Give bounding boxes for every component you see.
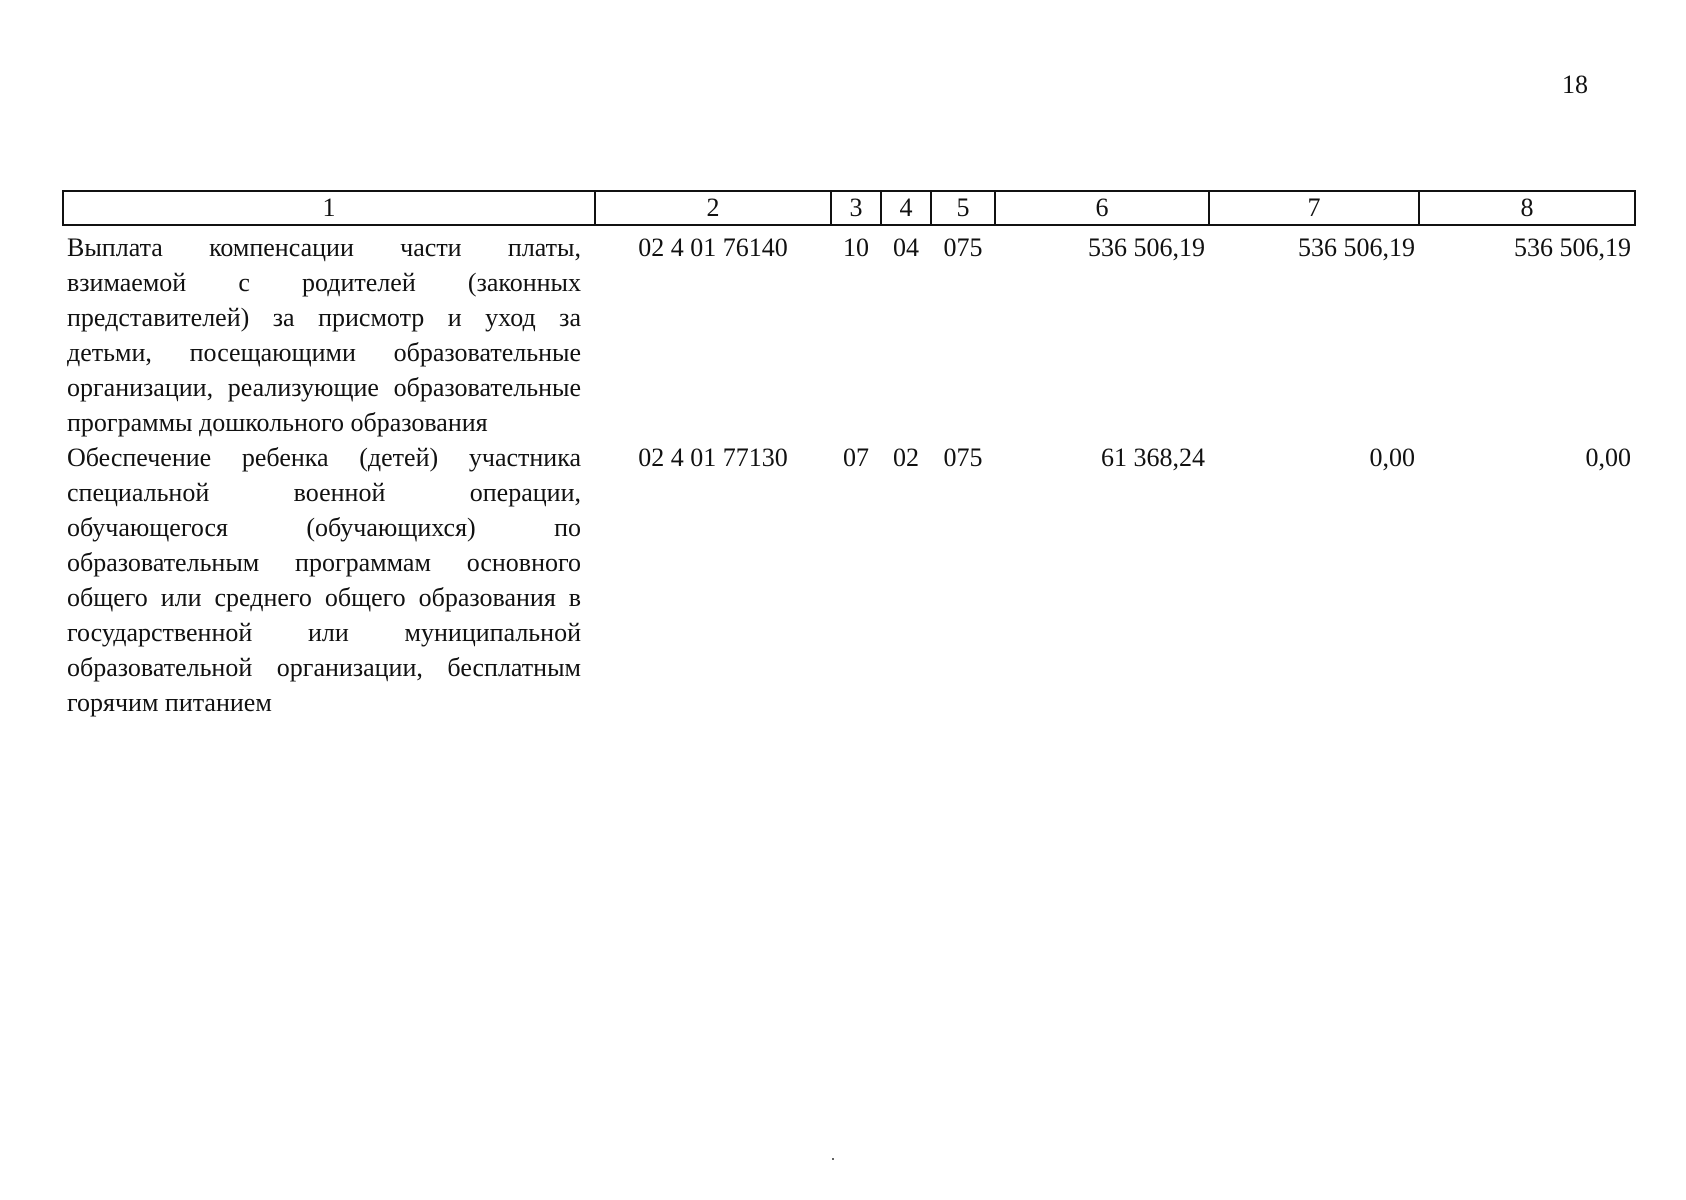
scan-dot — [832, 1158, 834, 1160]
column-number-8: 8 — [1419, 191, 1635, 225]
amount-year-2: 0,00 — [1369, 443, 1415, 472]
amount-year-3: 0,00 — [1585, 443, 1631, 472]
table-row — [63, 225, 1635, 440]
column-number-6: 6 — [995, 191, 1209, 225]
section-code: 10 — [843, 233, 869, 262]
column-number-7: 7 — [1209, 191, 1419, 225]
target-code: 02 4 01 77130 — [638, 443, 788, 472]
section-code: 07 — [843, 443, 869, 472]
amount-year-3: 536 506,19 — [1514, 233, 1631, 262]
target-code: 02 4 01 76140 — [638, 233, 788, 262]
amount-year-1: 536 506,19 — [1088, 233, 1205, 262]
expense-name: Выплата компенсации части платы, взимаемой с родителей (законных представителей) за присмотр и уход за детьми, посещающими образовательные организации, реализующие образовательные программы дошкольного образования — [67, 233, 581, 437]
column-number-3: 3 — [831, 191, 881, 225]
subsection-code: 02 — [893, 443, 919, 472]
table-row — [63, 440, 1635, 720]
amount-year-1: 61 368,24 — [1101, 443, 1205, 472]
amount-year-2: 536 506,19 — [1298, 233, 1415, 262]
column-number-5: 5 — [931, 191, 995, 225]
column-number-4: 4 — [881, 191, 931, 225]
expense-type-code: 075 — [943, 443, 983, 472]
page-number: 18 — [1562, 70, 1588, 99]
column-number-1: 1 — [63, 191, 595, 225]
budget-table — [62, 190, 1636, 720]
subsection-code: 04 — [893, 233, 919, 262]
expense-name: Обеспечение ребенка (детей) участника специальной военной операции, обучающегося (обучающихся) по образовательным программам основного общего или среднего общего образования в государственной или муниципальной образовательной организации, бесплатным горячим питанием — [67, 443, 581, 717]
column-number-row — [63, 191, 1635, 225]
column-number-2: 2 — [595, 191, 831, 225]
expense-type-code: 075 — [943, 233, 983, 262]
